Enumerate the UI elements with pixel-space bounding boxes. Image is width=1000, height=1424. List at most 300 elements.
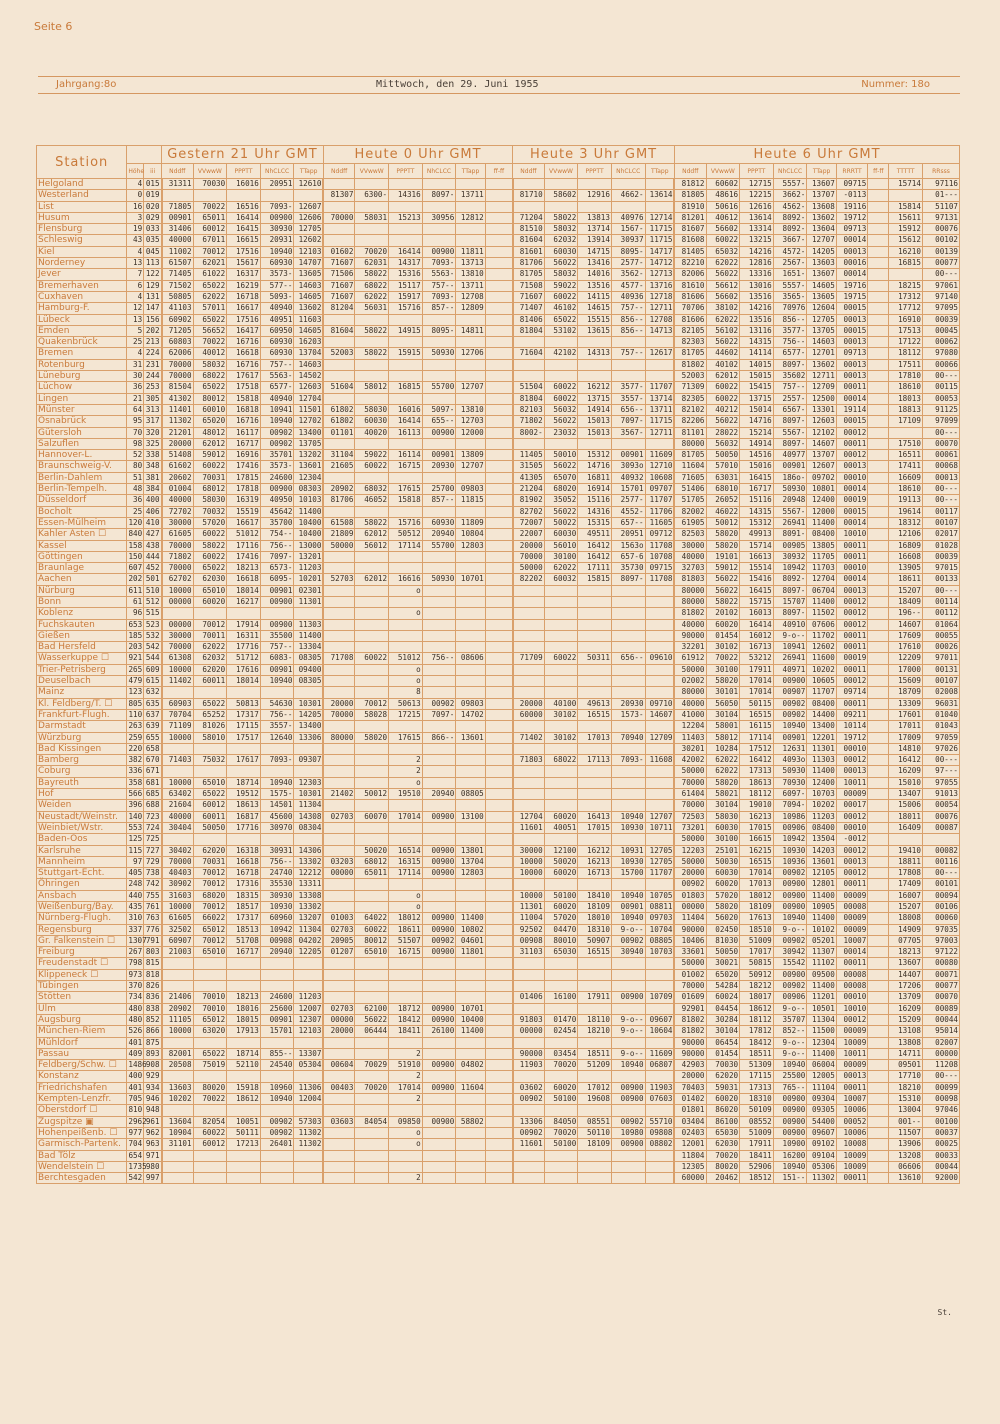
cell: 12709 <box>645 732 674 743</box>
cell: 00011 <box>836 438 868 449</box>
cell: 5563- <box>260 371 294 382</box>
cell: 12307 <box>294 1014 323 1025</box>
cell: 16717 <box>227 438 261 449</box>
cell <box>485 822 512 833</box>
table-row <box>37 280 960 291</box>
cell <box>868 179 889 190</box>
cell: 61404 <box>674 789 706 800</box>
cell: 16616 <box>389 574 423 585</box>
cell: 11715 <box>645 224 674 235</box>
table-row <box>37 427 960 438</box>
cell <box>389 235 423 246</box>
cell: 01609 <box>674 992 706 1003</box>
cell: 28022 <box>706 427 740 438</box>
cell: 8095- <box>422 325 456 336</box>
cell: 13709 <box>889 992 923 1003</box>
cell: 305 <box>144 393 162 404</box>
cell: 10605 <box>807 676 836 687</box>
cell: 00014 <box>836 269 868 280</box>
cell: 50000 <box>674 766 706 777</box>
cell: 00013 <box>836 856 868 867</box>
cell <box>485 608 512 619</box>
cell: 17014 <box>389 1082 423 1093</box>
cell <box>456 359 485 370</box>
cell <box>645 630 674 641</box>
cell: 14607 <box>889 619 923 630</box>
station-name: Frankfurt-Flugh. <box>37 709 127 720</box>
cell <box>355 1037 389 1048</box>
cell: 60022 <box>544 382 578 393</box>
cell: 16515 <box>740 709 774 720</box>
cell: 11403 <box>674 732 706 743</box>
cell <box>578 438 612 449</box>
cell: 9-o-- <box>611 1026 645 1037</box>
cell: 00900 <box>260 484 294 495</box>
cell: 13810 <box>456 404 485 415</box>
cell: 15609 <box>889 676 923 687</box>
cell: 21605 <box>323 461 355 472</box>
cell: 58012 <box>706 732 740 743</box>
cell: 20951 <box>611 529 645 540</box>
cell <box>422 992 456 1003</box>
cell: 12305 <box>674 1161 706 1172</box>
cell: 20902 <box>323 484 355 495</box>
cell: 08305 <box>294 676 323 687</box>
table-row <box>37 1003 960 1014</box>
cell: 13516 <box>578 280 612 291</box>
table-row <box>37 472 960 483</box>
cell <box>485 461 512 472</box>
cell <box>868 642 889 653</box>
cell: 62020 <box>193 664 227 675</box>
cell: 00900 <box>422 246 456 257</box>
cell: 10301 <box>294 789 323 800</box>
cell: 06454 <box>706 1037 740 1048</box>
col-g3-0: Nddff <box>513 164 545 179</box>
cell: 18016 <box>227 1003 261 1014</box>
cell: 58021 <box>706 789 740 800</box>
cell: 68022 <box>355 280 389 291</box>
cell: 13400 <box>294 721 323 732</box>
cell: 00011 <box>836 642 868 653</box>
cell <box>578 179 612 190</box>
cell <box>611 777 645 788</box>
station-name: Karlsruhe <box>37 845 127 856</box>
cell: 10400 <box>456 1014 485 1025</box>
cell: 17411 <box>889 461 923 472</box>
cell: 70000 <box>513 551 545 562</box>
cell <box>868 732 889 743</box>
cell: 00015 <box>836 416 868 427</box>
cell: 16412 <box>889 755 923 766</box>
cell <box>611 201 645 212</box>
cell: 00094 <box>922 890 959 901</box>
cell: 10501 <box>807 1003 836 1014</box>
cell: 60930 <box>260 258 294 269</box>
cell <box>578 777 612 788</box>
table-row <box>37 709 960 720</box>
cell: 657-6 <box>611 551 645 562</box>
table-row <box>37 246 960 257</box>
cell <box>323 224 355 235</box>
cell: 10000 <box>162 585 194 596</box>
cell: 62022 <box>355 291 389 302</box>
cell: 50000 <box>674 664 706 675</box>
cell <box>355 676 389 687</box>
cell: 00902 <box>260 1116 294 1127</box>
cell: 17012 <box>578 1082 612 1093</box>
cell: 00060 <box>922 913 959 924</box>
cell: 11302 <box>294 1127 323 1138</box>
cell: 15312 <box>578 450 612 461</box>
cell <box>868 450 889 461</box>
cell: 00008 <box>836 902 868 913</box>
cell <box>513 619 545 630</box>
table-row <box>37 777 960 788</box>
cell: 13716 <box>645 280 674 291</box>
cell: 09305 <box>807 1105 836 1116</box>
cell: 01801 <box>674 1105 706 1116</box>
col-g1-2: PPPTT <box>227 164 261 179</box>
cell <box>485 709 512 720</box>
cell: 31 <box>127 359 144 370</box>
station-name: Hof <box>37 789 127 800</box>
cell: 09607 <box>807 1127 836 1138</box>
cell: 253 <box>144 382 162 393</box>
cell: 68020 <box>544 484 578 495</box>
cell <box>868 777 889 788</box>
cell: 13614 <box>740 212 774 223</box>
cell: 59012 <box>706 563 740 574</box>
cell: 12916 <box>578 190 612 201</box>
cell: 14216 <box>740 303 774 314</box>
cell: 95 <box>127 416 144 427</box>
cell: 17317 <box>227 913 261 924</box>
col-g2-5: ff-ff <box>485 164 512 179</box>
table-row <box>37 1026 960 1037</box>
cell: 19608 <box>578 1094 612 1105</box>
cell: 12701 <box>807 348 836 359</box>
cell: 62702 <box>162 574 194 585</box>
cell <box>485 393 512 404</box>
cell: 727 <box>144 845 162 856</box>
cell: 81510 <box>513 224 545 235</box>
cell: 16319 <box>227 495 261 506</box>
cell: 16007 <box>889 890 923 901</box>
cell: 526 <box>128 1026 143 1036</box>
cell: 00131 <box>922 664 959 675</box>
cell <box>355 777 389 788</box>
cell: 19010 <box>740 800 774 811</box>
table-row <box>37 314 960 325</box>
cell: 1575- <box>260 789 294 800</box>
cell: 00011 <box>836 664 868 675</box>
cell <box>544 834 578 845</box>
cell: 11603 <box>294 314 323 325</box>
station-name: Neustadt/Weinstr. <box>37 811 127 822</box>
station-name: Bad Kissingen <box>37 743 127 754</box>
station-name: Bonn <box>37 596 127 607</box>
cell: 4 <box>127 246 144 257</box>
cell: 19114 <box>836 404 868 415</box>
cell: 61802 <box>323 416 355 427</box>
cell: 11307 <box>807 947 836 958</box>
cell: 110 <box>128 709 143 719</box>
cell <box>611 1105 645 1116</box>
cell <box>323 201 355 212</box>
cell <box>227 608 261 619</box>
cell: 10406 <box>674 935 706 946</box>
cell: 49511 <box>578 529 612 540</box>
cell: 56102 <box>706 325 740 336</box>
cell: 265 <box>128 664 143 674</box>
cell <box>868 325 889 336</box>
cell: 60903 <box>162 698 194 709</box>
cell: 12702 <box>294 416 323 427</box>
cell: 70000 <box>162 540 194 551</box>
cell <box>544 619 578 630</box>
cell: 358 <box>128 777 143 787</box>
cell: 80020 <box>193 1082 227 1093</box>
cell: 25 <box>127 337 144 348</box>
station-name: Freudenstadt ☐ <box>37 958 127 969</box>
cell: 70029 <box>355 1060 389 1071</box>
cell <box>227 1173 261 1184</box>
cell: 14607 <box>645 709 674 720</box>
cell: 13805 <box>807 540 836 551</box>
cell <box>485 280 512 291</box>
cell: 17014 <box>389 811 423 822</box>
cell: 06004 <box>807 1060 836 1071</box>
cell: 08400 <box>807 529 836 540</box>
cell: 01040 <box>922 709 959 720</box>
cell: 58020 <box>355 732 389 743</box>
cell: 685 <box>144 789 162 800</box>
cell <box>294 1037 323 1048</box>
cell: 81802 <box>674 608 706 619</box>
cell <box>323 371 355 382</box>
cell <box>485 743 512 754</box>
table-row <box>37 845 960 856</box>
cell <box>645 1105 674 1116</box>
cell: 4572- <box>773 246 807 257</box>
cell: 58602 <box>544 190 578 201</box>
cell: 00100 <box>922 1116 959 1127</box>
cell: 08400 <box>807 698 836 709</box>
cell: 5567- <box>773 506 807 517</box>
cell: 00011 <box>836 1082 868 1093</box>
cell: 00900 <box>773 676 807 687</box>
cell: 21406 <box>162 992 194 1003</box>
cell: 2 <box>389 1048 423 1059</box>
cell <box>422 1161 456 1172</box>
cell: 70030 <box>193 179 227 190</box>
cell <box>645 619 674 630</box>
cell <box>485 777 512 788</box>
cell: 92901 <box>674 1003 706 1014</box>
cell: 2962 <box>128 1116 147 1126</box>
cell <box>355 642 389 653</box>
cell: 948 <box>144 1105 162 1116</box>
cell: 30101 <box>706 687 740 698</box>
cell: 18714 <box>227 1048 261 1059</box>
cell: 00011 <box>836 540 868 551</box>
cell: 50815 <box>740 958 774 969</box>
cell: 11301 <box>513 902 545 913</box>
cell <box>578 371 612 382</box>
cell <box>227 1150 261 1161</box>
cell <box>323 981 355 992</box>
cell <box>578 969 612 980</box>
cell: 00012 <box>836 450 868 461</box>
cell <box>889 190 923 201</box>
cell <box>645 438 674 449</box>
cell <box>513 1161 545 1172</box>
cell: 65020 <box>706 969 740 980</box>
cell <box>422 743 456 754</box>
cell <box>868 811 889 822</box>
cell: 13000 <box>294 540 323 551</box>
cell <box>355 585 389 596</box>
table-row <box>37 506 960 517</box>
cell <box>868 212 889 223</box>
cell: 60020 <box>544 902 578 913</box>
cell: 12304 <box>807 1037 836 1048</box>
cell: 12711 <box>645 427 674 438</box>
cell: 12610 <box>294 179 323 190</box>
cell: 791 <box>144 935 162 946</box>
cell <box>294 743 323 754</box>
cell <box>611 585 645 596</box>
cell: 62022 <box>544 563 578 574</box>
cell <box>868 834 889 845</box>
col-g4-6: ff-ff <box>868 164 889 179</box>
cell: 60011 <box>193 811 227 822</box>
cell <box>389 822 423 833</box>
cell: 17914 <box>227 619 261 630</box>
cell: 370 <box>128 981 143 991</box>
cell <box>389 314 423 325</box>
cell: 00098 <box>922 1094 959 1105</box>
cell: 40000 <box>162 495 194 506</box>
cell: 01207 <box>323 947 355 958</box>
cell: 11302 <box>807 1173 836 1184</box>
cell: 96 <box>127 608 144 619</box>
cell: 10009 <box>836 1150 868 1161</box>
cell: 16716 <box>227 337 261 348</box>
station-name: Münster <box>37 404 127 415</box>
cell <box>389 506 423 517</box>
cell: 09808 <box>645 1127 674 1138</box>
cell <box>456 676 485 687</box>
cell: 12205 <box>294 947 323 958</box>
table-row <box>37 789 960 800</box>
cell: 10942 <box>260 924 294 935</box>
cell: 16016 <box>227 179 261 190</box>
cell: 13610 <box>889 1173 923 1184</box>
cell: 765-- <box>773 1082 807 1093</box>
cell: 30970 <box>260 822 294 833</box>
cell: 18611 <box>389 924 423 935</box>
cell: 40403 <box>162 868 194 879</box>
cell <box>456 777 485 788</box>
cell: 16716 <box>227 359 261 370</box>
cell: 71402 <box>513 732 545 743</box>
cell <box>513 438 545 449</box>
cell: 91803 <box>513 1014 545 1025</box>
cell: 16514 <box>389 845 423 856</box>
cell <box>323 1127 355 1138</box>
cell: 00900 <box>611 1094 645 1105</box>
cell: 51408 <box>162 450 194 461</box>
cell: 62020 <box>706 1071 740 1082</box>
cell <box>868 348 889 359</box>
table-row <box>37 258 960 269</box>
cell <box>355 314 389 325</box>
cell <box>868 506 889 517</box>
station-name: Mannheim <box>37 856 127 867</box>
cell: 01028 <box>922 540 959 551</box>
cell: 653 <box>128 619 143 629</box>
cell <box>294 766 323 777</box>
cell: 961 <box>144 1116 162 1127</box>
cell: 15918 <box>227 1082 261 1093</box>
cell: 13308 <box>294 890 323 901</box>
cell <box>611 958 645 969</box>
table-row <box>37 1161 960 1172</box>
cell: 19716 <box>836 280 868 291</box>
cell: 577-- <box>260 280 294 291</box>
cell: 11600 <box>807 653 836 664</box>
cell: 35707 <box>773 1014 807 1025</box>
cell: 14216 <box>740 246 774 257</box>
cell <box>513 359 545 370</box>
cell: 97080 <box>922 348 959 359</box>
cell: 58022 <box>193 540 227 551</box>
cell: 00068 <box>922 461 959 472</box>
col-g2-4: TTapp <box>456 164 485 179</box>
cell <box>513 969 545 980</box>
cell <box>868 1003 889 1014</box>
cell: 16715 <box>389 947 423 958</box>
cell: 40000 <box>674 551 706 562</box>
cell: 00009 <box>836 1026 868 1037</box>
cell: 4093o <box>773 755 807 766</box>
cell: 00902 <box>422 698 456 709</box>
cell: 11715 <box>645 235 674 246</box>
cell: 11903 <box>513 1060 545 1071</box>
cell: 62032 <box>193 653 227 664</box>
cell <box>162 969 194 980</box>
cell: 10011 <box>836 1048 868 1059</box>
cell: 14715 <box>578 246 612 257</box>
cell: 11707 <box>645 868 674 879</box>
cell: 16012 <box>740 630 774 641</box>
cell: 20000 <box>162 438 194 449</box>
cell: 40940 <box>260 303 294 314</box>
cell <box>868 484 889 495</box>
cell: 63402 <box>162 789 194 800</box>
cell <box>422 608 456 619</box>
cell <box>868 1026 889 1037</box>
cell: 24740 <box>260 868 294 879</box>
cell: 65022 <box>544 314 578 325</box>
cell: 00--- <box>922 868 959 879</box>
cell: 31505 <box>513 461 545 472</box>
cell: 60070 <box>355 811 389 822</box>
cell: 15716 <box>389 517 423 528</box>
cell: 12004 <box>294 1094 323 1105</box>
